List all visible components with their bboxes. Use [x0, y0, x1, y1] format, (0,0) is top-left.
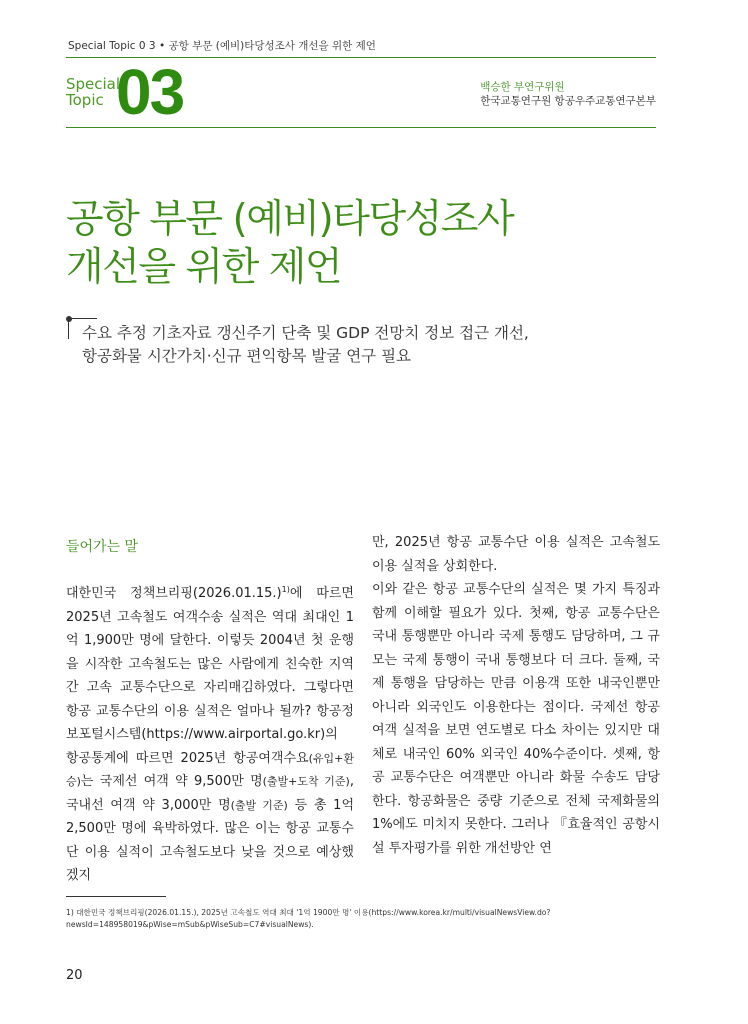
subtitle-line-2: 항공화물 시간가치·신규 편익항목 발굴 연구 필요 [82, 347, 412, 365]
footnote-rule [66, 896, 166, 897]
footnote: 1) 대한민국 정책브리핑(2026.01.15.), 2025년 고속철도 역대 최대 '1억 1900만 명' 이용(https://www.korea.kr/multi/visualNewsView.do?newsId=148958019&pWise=mSub&pWiseSub=C7#visualNews). [66, 908, 551, 929]
body-column-left [66, 578, 354, 888]
author-block [480, 80, 656, 108]
author-name: 백승한 부연구위원 [480, 81, 565, 93]
article-subtitle [82, 322, 529, 368]
author-org: 한국교통연구원 항공우주교통연구본부 [480, 95, 656, 107]
article-title [66, 196, 513, 292]
paragraph: 대한민국 정책브리핑$(2026.01.15.)^{1)}$에 따르면 2025년 고속철도 여객수송 실적은 역대 최대인 1억 1,900만 명에 달한다. 이렇듯 2004년 첫 운행을 시작한 고속철도는 많은 사람에게 친숙한 지역 간 고속 교통수단으로 자리매김하였다. 그렇다면 항공 교통수단의 이용 실적은 얼마나 될까? 항공정보포털시스템(https://www.airportal.go.kr)의 항공통계에 따르면 2025년 항공여객수요(유입+환승)는 국제선 여객 약 9,500만 명(출발+도착 기준), 국내선 여객 약 3,000만 명(출발 기준) 등 총 1억 2,500만 명에 육박하였다. 많은 이는 항공 교통수단 이용 실적이 고속철도보다 낮을 것으로 예상했겠지 [66, 585, 355, 883]
running-header: Special Topic 0 3 • 공항 부문 (예비)타당성조사 개선을 위한 제언 [68, 40, 376, 52]
paragraph: 이와 같은 항공 교통수단의 실적은 몇 가지 특징과 함께 이해할 필요가 있다. 첫째, 항공 교통수단은 국내 통행뿐만 아니라 국제 통행도 담당하며, 그 규모는 국제 통행이 국내 통행보다 더 크다. 둘째, 국제 통행을 담당하는 만큼 이용객 또한 내국인뿐만 아니라 외국인도 이용한다는 점이다. 국제선 항공여객 실적을 보면 연도별로 다소 차이는 있지만 대체로 내국인 60% 외국인 40%수준이다. 셋째, 항공 교통수단은 여객뿐만 아니라 화물 수송도 담당한다. 항공화물은 중량 기준으로 전체 국제화물의 1%에도 미치지 못한다. 그러나 『효율적인 공항시설 투자평가를 위한 개선방안 연 [372, 582, 660, 856]
topic-label: Topic [66, 91, 104, 109]
title-line-2: 개선을 위한 제언 [66, 245, 342, 290]
body-column-right [372, 531, 660, 860]
footnote-ref[interactable]: 1) [281, 585, 290, 594]
paragraph: 만, 2025년 항공 교통수단 이용 실적은 고속철도 이용 실적을 상회한다. [372, 535, 660, 574]
subtitle-marker [66, 316, 75, 338]
subtitle-line-1: 수요 추정 기초자료 갱신주기 단축 및 GDP 전망치 정보 접근 개선, [82, 324, 529, 342]
topic-number: 03 [116, 56, 184, 128]
special-label: Special [66, 75, 121, 93]
title-rule [66, 127, 656, 128]
page-number: 20 [66, 968, 83, 983]
section-heading: 들어가는 말 [66, 539, 139, 555]
title-line-1: 공항 부문 (예비)타당성조사 [66, 197, 514, 242]
special-topic-label [66, 76, 120, 108]
